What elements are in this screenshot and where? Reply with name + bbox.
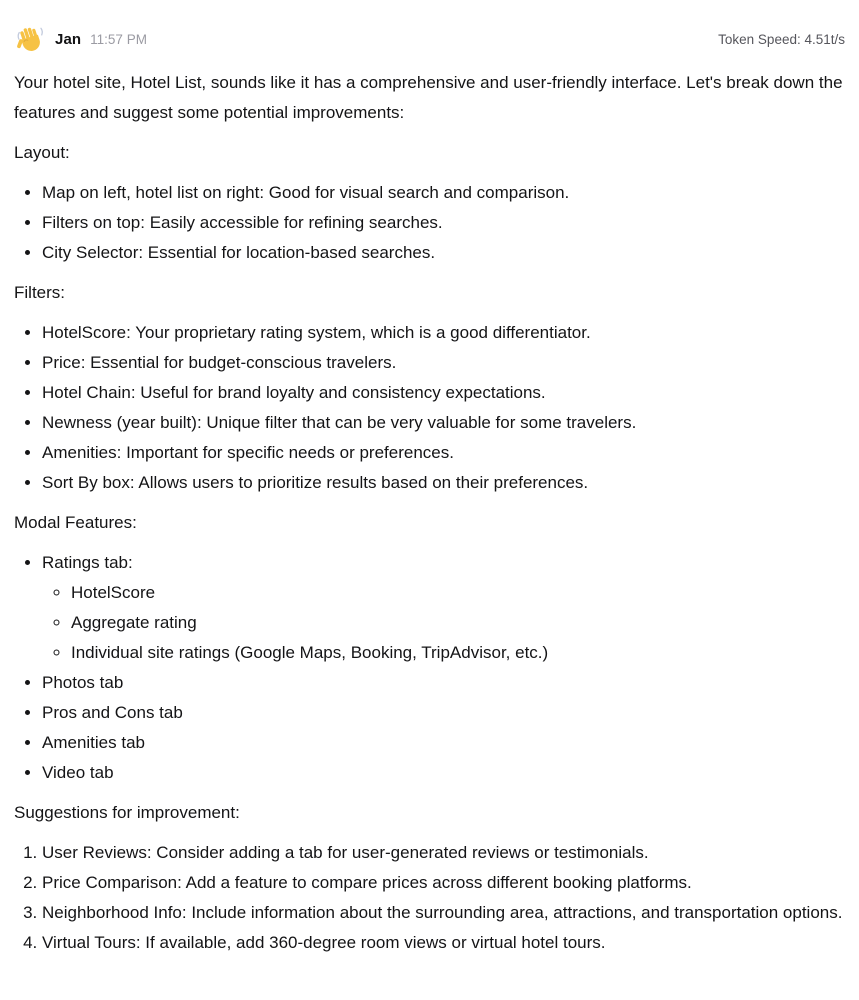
layout-list xyxy=(14,178,845,268)
list-item: • Pros and Cons tab xyxy=(42,698,845,728)
list-item: • Amenities tab xyxy=(42,728,845,758)
suggestions-heading: Suggestions for improvement: xyxy=(14,803,240,822)
list-item-text: Ratings tab: xyxy=(42,553,133,572)
list-item: • City Selector: Essential for location-based searches. xyxy=(42,238,845,268)
list-item: 2. Price Comparison: Add a feature to compare prices across different booking platforms. xyxy=(42,868,845,898)
intro-paragraph: Your hotel site, Hotel List, sounds like it has a comprehensive and user-friendly interface. Let's break down the features and suggest some potential improvements: xyxy=(14,73,843,122)
wave-hand-icon xyxy=(14,23,46,55)
filters-heading: Filters: xyxy=(14,283,65,302)
list-item: • Newness (year built): Unique filter that can be very valuable for some travelers. xyxy=(42,408,845,438)
list-item: 4. Virtual Tours: If available, add 360-degree room views or virtual hotel tours. xyxy=(42,928,845,958)
modal-features-list xyxy=(14,548,845,788)
ratings-sublist xyxy=(42,578,845,668)
list-item-ratings-tab xyxy=(42,548,845,668)
list-item: • Price: Essential for budget-conscious travelers. xyxy=(42,348,845,378)
token-speed-label: Token Speed: 4.51t/s xyxy=(718,31,845,47)
list-item: ◦ Individual site ratings (Google Maps, Booking, TripAdvisor, etc.) xyxy=(71,638,845,668)
list-item: • Filters on top: Easily accessible for refining searches. xyxy=(42,208,845,238)
list-item: 1. User Reviews: Consider adding a tab for user-generated reviews or testimonials. xyxy=(42,838,845,868)
layout-heading: Layout: xyxy=(14,143,70,162)
list-item: • Video tab xyxy=(42,758,845,788)
list-item: • Sort By box: Allows users to prioritize results based on their preferences. xyxy=(42,468,845,498)
list-item: • Amenities: Important for specific needs or preferences. xyxy=(42,438,845,468)
list-item: • HotelScore: Your proprietary rating system, which is a good differentiator. xyxy=(42,318,845,348)
list-item: • Photos tab xyxy=(42,668,845,698)
modal-features-heading: Modal Features: xyxy=(14,513,137,532)
list-item: ◦ HotelScore xyxy=(71,578,845,608)
list-item: • Hotel Chain: Useful for brand loyalty and consistency expectations. xyxy=(42,378,845,408)
list-item: • Map on left, hotel list on right: Good for visual search and comparison. xyxy=(42,178,845,208)
message-timestamp: 11:57 PM xyxy=(90,31,147,47)
sender-name: Jan xyxy=(55,30,82,48)
suggestions-list xyxy=(14,838,845,958)
filters-list xyxy=(14,318,845,498)
chat-message-header xyxy=(14,20,845,58)
list-item: 3. Neighborhood Info: Include information about the surrounding area, attractions, and transportation options. xyxy=(42,898,845,928)
list-item: ◦ Aggregate rating xyxy=(71,608,845,638)
message-body xyxy=(14,68,845,958)
